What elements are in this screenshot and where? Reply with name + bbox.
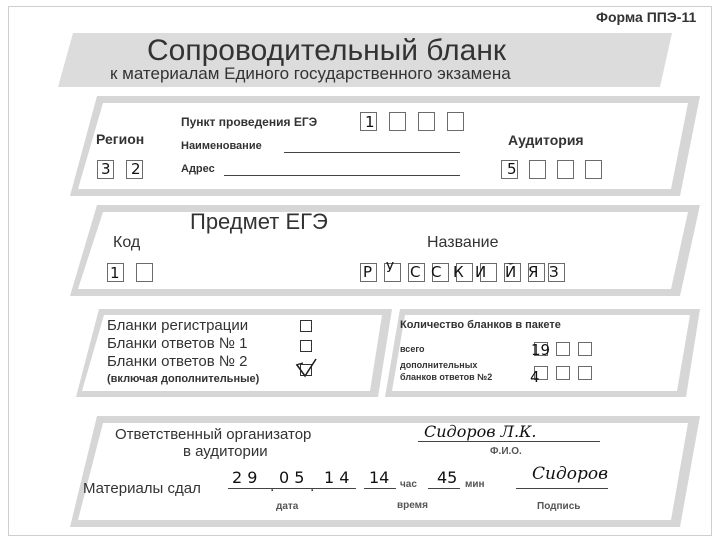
check-mark-icon bbox=[294, 358, 318, 382]
name-label: Наименование bbox=[181, 140, 262, 152]
date-day: 2 9 bbox=[232, 468, 258, 487]
form-type-answers-1: Бланки ответов № 1 bbox=[107, 335, 248, 352]
count-title: Количество бланков в пакете bbox=[400, 319, 561, 331]
auditorium-value: 5 bbox=[507, 160, 517, 178]
submitted-label: Материалы сдал bbox=[83, 480, 201, 497]
auditorium-cell-4[interactable] bbox=[585, 160, 602, 179]
minutes-line[interactable] bbox=[428, 488, 460, 489]
subject-letter-2: У bbox=[386, 261, 394, 276]
subject-letter-8: Я bbox=[528, 263, 539, 281]
hours-label: час bbox=[400, 479, 417, 490]
additional-label-2: бланков ответов №2 bbox=[400, 372, 493, 382]
signature-label: Подпись bbox=[537, 501, 581, 512]
additional-value: 4 bbox=[530, 368, 540, 386]
subject-letter-7: Й bbox=[505, 263, 517, 281]
form-type-answers-2: Бланки ответов № 2 bbox=[107, 353, 248, 370]
signature-line[interactable] bbox=[516, 488, 608, 489]
organizer-name: Сидоров Л.К. bbox=[424, 422, 537, 441]
region-label: Регион bbox=[96, 131, 145, 147]
additional-label-1: дополнительных bbox=[400, 360, 478, 370]
time-hours: 14 bbox=[369, 468, 390, 487]
subject-letter-4: С bbox=[431, 263, 442, 281]
point-value: 1 bbox=[365, 113, 375, 131]
auditorium-cell-3[interactable] bbox=[557, 160, 574, 179]
organizer-label-2: в аудитории bbox=[183, 443, 268, 460]
total-value: 19 bbox=[531, 341, 551, 359]
code-cell-2[interactable] bbox=[136, 263, 153, 282]
subject-letter-1: Р bbox=[363, 263, 373, 281]
code-value: 1 bbox=[110, 264, 120, 282]
region-value-2: 2 bbox=[131, 160, 141, 178]
region-value-1: 3 bbox=[101, 160, 111, 178]
code-label: Код bbox=[113, 234, 141, 251]
organizer-label-1: Ответственный организатор bbox=[115, 426, 312, 443]
date-dot-2: . bbox=[310, 478, 315, 495]
auditorium-cell-2[interactable] bbox=[529, 160, 546, 179]
total-label: всего bbox=[400, 344, 425, 354]
point-label: Пункт проведения ЕГЭ bbox=[181, 115, 318, 129]
auditorium-label: Аудитория bbox=[508, 132, 584, 148]
total-cell-3[interactable] bbox=[578, 342, 592, 356]
subject-letter-3: С bbox=[410, 263, 421, 281]
date-label: дата bbox=[276, 501, 299, 512]
form-code: Форма ППЭ-11 bbox=[596, 9, 697, 25]
date-month: 0 5 bbox=[279, 468, 305, 487]
address-line[interactable] bbox=[224, 175, 460, 176]
point-cell-3[interactable] bbox=[418, 112, 435, 131]
signature: Сидоров bbox=[532, 464, 608, 484]
subject-letter-5: К bbox=[453, 263, 464, 281]
checkbox-answers-1[interactable] bbox=[300, 340, 312, 352]
time-minutes: 45 bbox=[437, 468, 458, 487]
subject-name-label: Название bbox=[427, 234, 499, 251]
name-line[interactable] bbox=[284, 152, 460, 153]
time-label: время bbox=[397, 500, 428, 511]
organizer-name-line[interactable] bbox=[418, 441, 600, 442]
date-dot-1: . bbox=[270, 478, 275, 495]
additional-cell-2[interactable] bbox=[556, 366, 570, 380]
minutes-label: мин bbox=[465, 479, 485, 490]
point-cell-4[interactable] bbox=[447, 112, 464, 131]
date-year: 1 4 bbox=[324, 468, 350, 487]
fio-label: Ф.И.О. bbox=[490, 446, 522, 457]
form-subtitle: к материалам Единого государственного экзамена bbox=[110, 64, 511, 83]
subject-letter-6: И bbox=[475, 263, 487, 281]
forms-note: (включая дополнительные) bbox=[107, 373, 260, 385]
form-title: Сопроводительный бланк bbox=[147, 34, 507, 67]
total-cell-2[interactable] bbox=[556, 342, 570, 356]
additional-cell-3[interactable] bbox=[578, 366, 592, 380]
form-type-registration: Бланки регистрации bbox=[107, 317, 249, 334]
subject-title: Предмет ЕГЭ bbox=[190, 209, 328, 234]
hours-line[interactable] bbox=[364, 488, 396, 489]
point-cell-2[interactable] bbox=[389, 112, 406, 131]
subject-letter-9: З bbox=[549, 263, 559, 281]
date-line[interactable] bbox=[228, 488, 356, 489]
address-label: Адрес bbox=[181, 163, 215, 175]
checkbox-registration[interactable] bbox=[300, 320, 312, 332]
